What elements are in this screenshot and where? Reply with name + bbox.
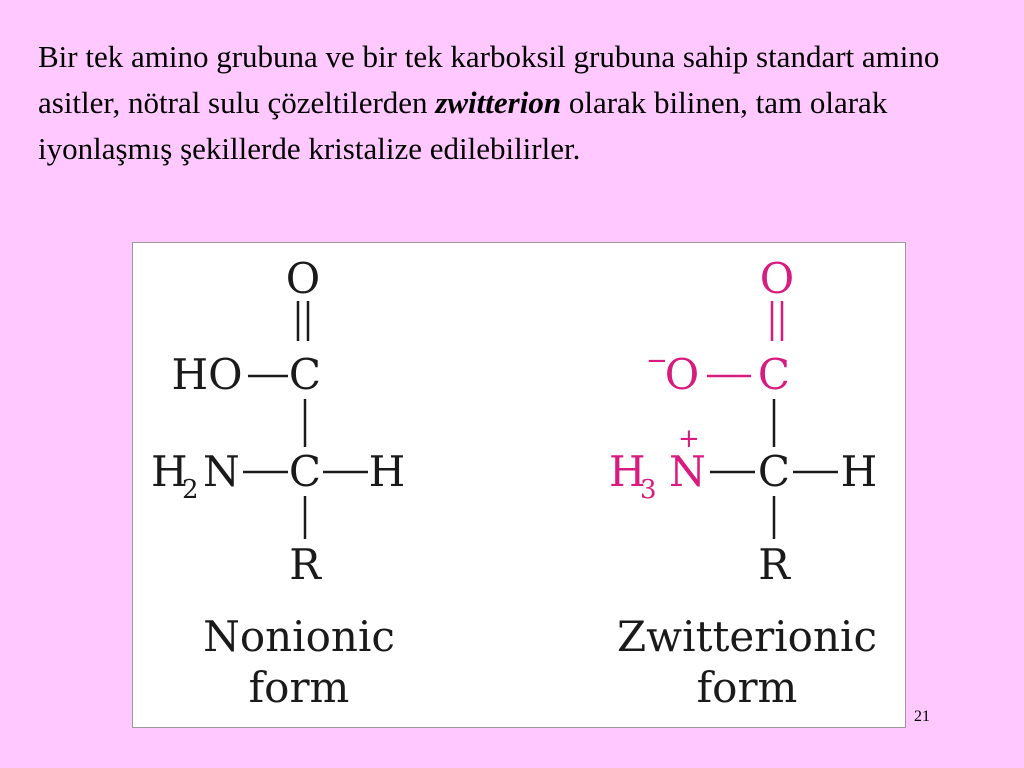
paragraph-text-start: Bir tek amino grubuna ve bir tek karboksil grubuna sahip standart amino asitler, nötral sulu çözeltilerden <box>38 39 940 120</box>
zwitterionic-caption-line2: form <box>696 663 798 712</box>
amino-acid-structures-figure <box>132 242 906 728</box>
zwitterionic-carbonyl-carbon: C <box>757 350 791 399</box>
zwitterionic-alpha-h: H <box>840 447 878 496</box>
ammonium-charge: + <box>678 424 700 454</box>
zwitterionic-ammonium-subscript: 3 <box>640 475 657 505</box>
carboxylate-charge: − <box>646 346 668 376</box>
structures-diagram <box>133 243 905 727</box>
paragraph-text-end: olarak bilinen, tam olarak iyonlaşmış şekillerde kristalize edilebilirler. <box>38 85 888 166</box>
nonionic-alpha-h: H <box>368 447 406 496</box>
nonionic-caption-line2: form <box>248 663 350 712</box>
zwitterionic-structure <box>609 254 877 712</box>
zwitterionic-carbonyl-oxygen: O <box>759 254 795 303</box>
nonionic-carbonyl-oxygen: O <box>285 254 321 303</box>
nonionic-hydroxyl: HO <box>171 350 243 399</box>
nonionic-caption-line1: Nonionic <box>203 612 395 661</box>
nonionic-alpha-carbon: C <box>288 447 322 496</box>
nonionic-amine-h: H <box>151 447 188 496</box>
nonionic-structure <box>151 254 405 712</box>
nonionic-carbonyl-carbon: C <box>288 350 322 399</box>
zwitterion-term: zwitterion <box>435 85 562 120</box>
nonionic-amine-n: N <box>203 447 240 496</box>
zwitterionic-alpha-carbon: C <box>757 447 791 496</box>
nonionic-amine-subscript: 2 <box>182 475 199 505</box>
zwitterionic-carboxylate-oxygen: O <box>664 350 700 399</box>
zwitterionic-side-chain: R <box>758 540 790 589</box>
zwitterionic-caption-line1: Zwitterionic <box>617 612 877 661</box>
body-paragraph <box>38 34 998 172</box>
zwitterionic-ammonium-n: N <box>669 447 706 496</box>
nonionic-side-chain: R <box>289 540 321 589</box>
page-number: 21 <box>914 708 930 725</box>
zwitterionic-ammonium-h: H <box>609 447 646 496</box>
